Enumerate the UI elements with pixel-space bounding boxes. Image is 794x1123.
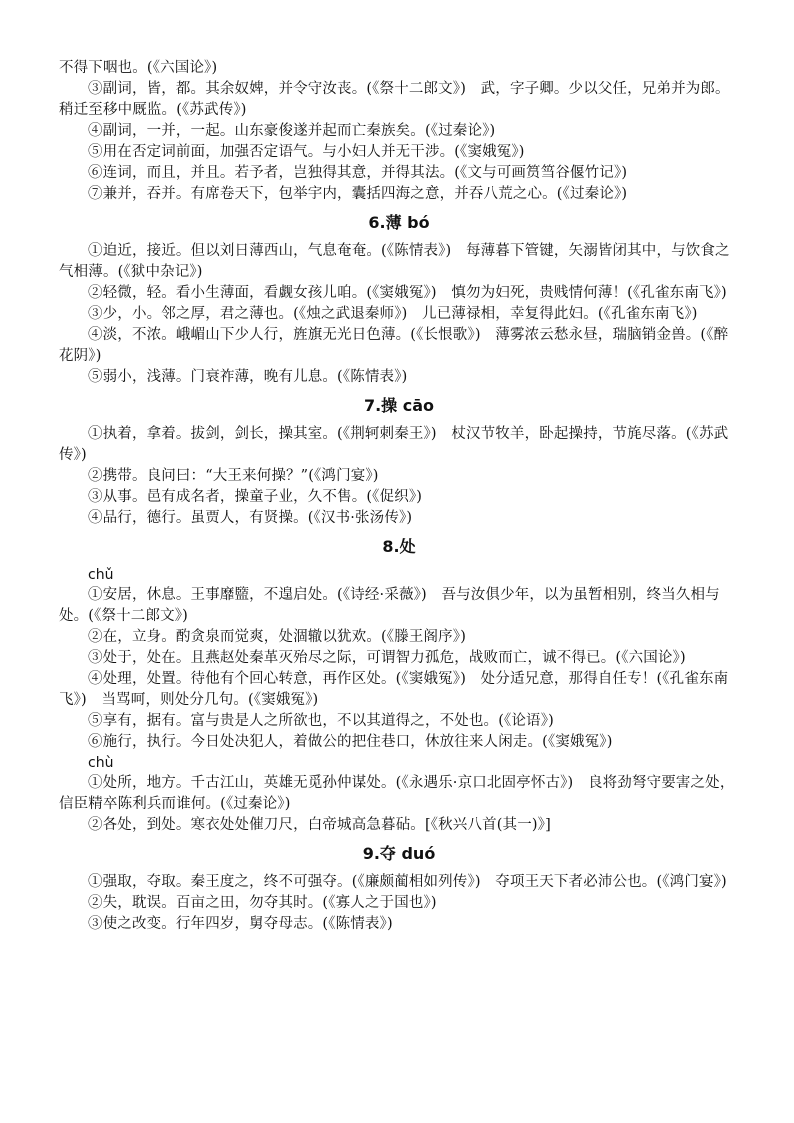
definition-entry: ⑥连词，而且，并且。若予者，岂独得其意，并得其法。(《文与可画筼筜谷偃竹记》) (88, 165, 628, 181)
text-line: 不得下咽也。(《六国论》) (59, 60, 218, 76)
definition-entry: ①执着，拿着。拔剑，剑长，操其室。(《荆轲刺秦王》) 杖汉节牧羊，卧起操持，节旄尽落。(《苏武传》) (59, 426, 729, 463)
definition-entry: ④品行，德行。虽贾人，有贤操。(《汉书·张汤传》) (88, 510, 413, 526)
definition-entry: ④处理，处置。待他有个回心转意，再作区处。(《窦娥冤》) 处分适兄意，那得自任专！(《孔雀东南飞》) 当骂呵，则处分几句。(《窦娥冤》) (59, 671, 729, 708)
definition-entry: ③使之改变。行年四岁，舅夺母志。(《陈情表》) (88, 916, 393, 932)
definition-entry: ①迫近，接近。但以刘日薄西山，气息奄奄。(《陈情表》) 每薄暮下管键，矢溺皆闭其中，与饮食之气相薄。(《狱中杂记》) (59, 243, 730, 280)
definition-entry: ②携带。良问曰：“大王来何操？”(《鸿门宴》) (88, 468, 379, 484)
definition-entry: ③从事。邑有成名者，操童子业，久不售。(《促织》) (88, 489, 423, 505)
section-heading: 8.处 (382, 537, 416, 556)
section-bing-continued (59, 58, 739, 205)
section-heading: 9.夺 duó (362, 844, 436, 863)
definition-entry: ⑤享有，据有。富与贵是人之所欲也，不以其道得之，不处也。(《论语》) (88, 713, 554, 729)
definition-entry: ④副词，一并，一起。山东豪俊遂并起而亡秦族矣。(《过秦论》) (88, 123, 496, 139)
definition-entry: ③处于，处在。且燕赵处秦革灭殆尽之际，可谓智力孤危，战败而亡，诚不得已。(《六国论》) (88, 650, 686, 666)
definition-entry: ①强取，夺取。秦王度之，终不可强夺。(《廉颇蔺相如列传》) 夺项王天下者必沛公也。(《鸿门宴》) (88, 874, 727, 890)
section-heading: 7.操 cāo (363, 396, 435, 415)
definition-entry: ①安居，休息。王事靡盬，不遑启处。(《诗经·采薇》) 吾与汝俱少年，以为虽暂相别，终当久相与处。(《祭十二郎文》) (59, 587, 720, 624)
section-cao (59, 396, 739, 529)
definition-entry: ②轻微，轻。看小生薄面，看觑女孩儿咱。(《窦娥冤》) 慎勿为妇死，贵贱情何薄！(《孔雀东南飞》) (88, 285, 727, 301)
definition-entry: ③少，小。邻之厚，君之薄也。(《烛之武退秦师》) 儿已薄禄相，幸复得此妇。(《孔雀东南飞》) (88, 306, 698, 322)
section-chu (59, 537, 739, 836)
pronunciation-label: chù (88, 755, 114, 771)
pronunciation-label: chǔ (88, 567, 114, 583)
definition-entry: ④淡，不浓。峨嵋山下少人行，旌旗无光日色薄。(《长恨歌》) 薄雾浓云愁永昼，瑞脑销金兽。(《醉花阴》) (59, 327, 729, 364)
definition-entry: ①处所，地方。千古江山，英雄无觅孙仲谋处。(《永遇乐·京口北固亭怀古》) 良将劲弩守要害之处，信臣精卒陈利兵而谁何。(《过秦论》) (59, 775, 735, 812)
definition-entry: ⑤弱小，浅薄。门衰祚薄，晚有儿息。(《陈情表》) (88, 369, 408, 385)
definition-entry: ⑦兼并，吞并。有席卷天下，包举宇内，囊括四海之意，并吞八荒之心。(《过秦论》) (88, 186, 628, 202)
section-bo (59, 213, 739, 388)
definition-entry: ②失，耽误。百亩之田，勿夺其时。(《寡人之于国也》) (88, 895, 437, 911)
definition-entry: ③副词，皆，都。其余奴婢，并令守汝丧。(《祭十二郎文》) 武，字子卿。少以父任，兄弟并为郎。稍迁至移中厩监。(《苏武传》) (59, 81, 730, 118)
definition-entry: ⑥施行，执行。今日处决犯人，着做公的把住巷口，休放往来人闲走。(《窦娥冤》) (88, 734, 613, 750)
definition-entry: ②在，立身。酌贪泉而觉爽，处涸辙以犹欢。(《滕王阁序》) (88, 629, 467, 645)
document-page (59, 58, 739, 935)
definition-entry: ②各处，到处。寒衣处处催刀尺，白帝城高急暮砧。[《秋兴八首(其一)》] (88, 817, 551, 833)
section-heading: 6.薄 bó (368, 213, 430, 232)
section-duo (59, 844, 739, 935)
definition-entry: ⑤用在否定词前面，加强否定语气。与小妇人并无干涉。(《窦娥冤》) (88, 144, 525, 160)
